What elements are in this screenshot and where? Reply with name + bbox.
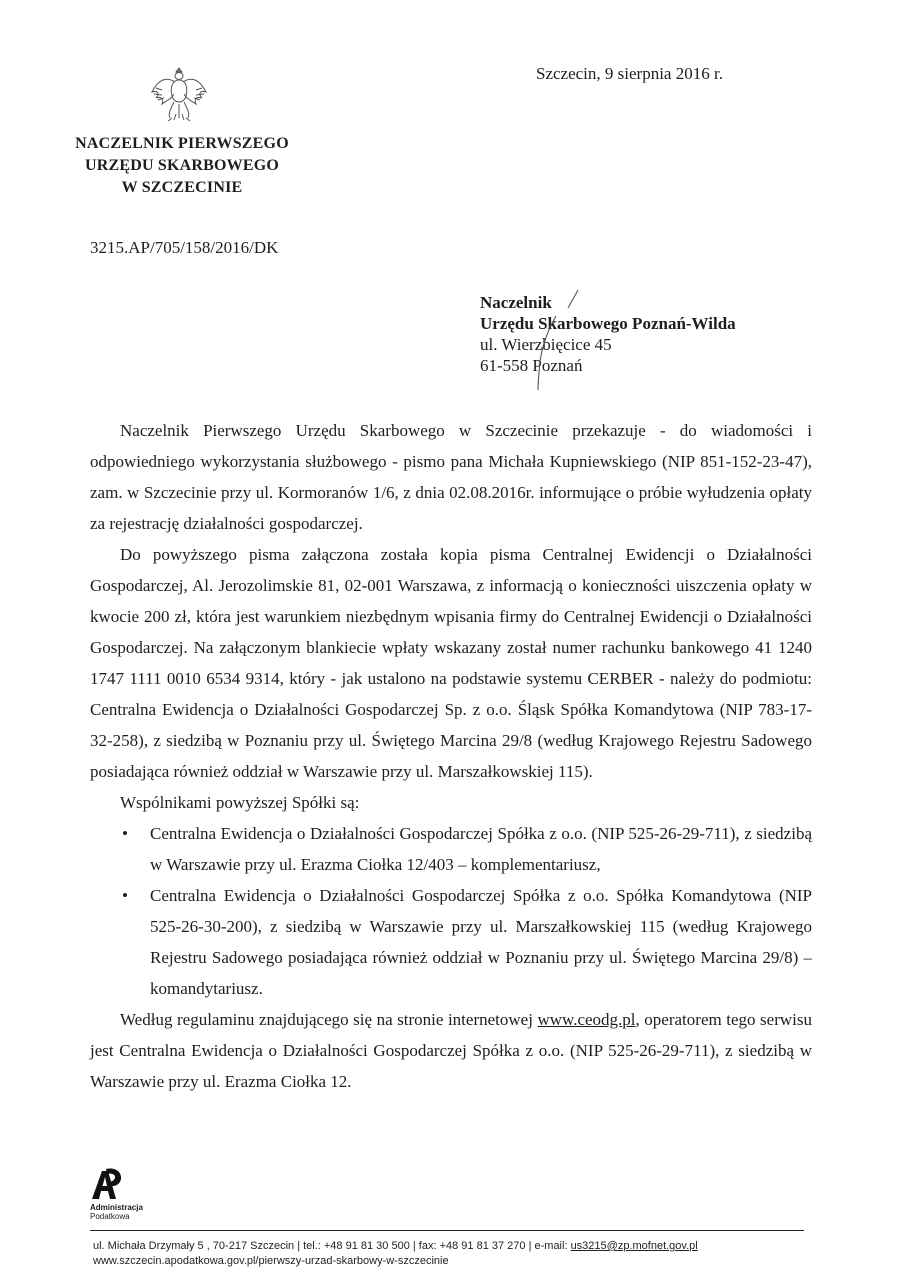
bullet: • [122,824,128,843]
footer-contact [93,1239,698,1269]
reference-number: 3215.AP/705/158/2016/DK [90,238,279,257]
paragraph-4-start: Według regulaminu znajdującego się na stronie internetowej [120,1010,538,1029]
paragraph-4 [90,1004,812,1097]
addressee-street: ul. Wierzbięcice 45 [480,335,612,354]
website-link[interactable]: www.ceodg.pl [537,1010,636,1029]
letter-date: Szczecin, 9 sierpnia 2016 r. [536,64,723,83]
bullet: • [122,886,128,905]
letter-body [90,415,812,1097]
eagle-emblem-icon [148,62,210,124]
office-title-line-2: URZĘDU SKARBOWEGO [84,157,280,174]
footer-divider [90,1230,804,1231]
addressee-title: Naczelnik [480,293,552,312]
paragraph-1: Naczelnik Pierwszego Urzędu Skarbowego w Szczecinie przekazuje - do wiadomości i odpowiedniego wykorzystania służbowego - pismo pana Michała Kupniewskiego (NIP 851-152-23-47), zam. w Szczecinie przy ul. Kormoranów 1/6, z dnia 02.08.2016r. informujące o próbie wyłudzenia opłaty za rejestrację działalności gospodarczej. [90,421,812,533]
logo-line-1: Administracja [90,1203,143,1212]
list-item-text: Centralna Ewidencja o Działalności Gospodarczej Spółka z o.o. Spółka Komandytowa (NIP 525-26-30-200), z siedzibą w Warszawie przy ul. Marszałkowskiej 115 (według Krajowego Rejestru Sadowego posiadająca również oddział w Poznaniu przy ul. Świętego Marcina 29/8) – komandytariusz. [150,886,812,998]
paragraph-3: Wspólnikami powyższej Spółki są: [120,793,360,812]
administracja-podatkowa-label [90,1203,143,1221]
list-item [90,880,812,1004]
paragraph-4-end: , operatorem tego serwisu jest Centralna Ewidencja o Działalności Gospodarczej Spółka z o.o. (NIP 525-26-29-711), z siedzibą w Warszawie przy ul. Erazma Ciołka 12. [90,1010,812,1091]
list-item-text: Centralna Ewidencja o Działalności Gospodarczej Spółka z o.o. (NIP 525-26-29-711), z siedzibą w Warszawie przy ul. Erazma Ciołka 12/403 – komplementariusz, [150,824,812,874]
administracja-podatkowa-logo-icon [88,1165,124,1201]
paragraph-2: Do powyższego pisma załączona została kopia pisma Centralnej Ewidencji o Działalności Gospodarczej, Al. Jerozolimskie 81, 02-001 Warszawa, z informacją o konieczności uiszczenia opłaty w kwocie 200 zł, która jest warunkiem niezbędnym wpisania firmy do Centralnej Ewidencji o Działalności Gospodarczej. Na załączonym blankiecie wpłaty wskazany został numer rachunku bankowego 41 1240 1747 1111 0010 6534 9314, który - jak ustalono na podstawie systemu CERBER - należy do podmiotu: Centralna Ewidencja o Działalności Gospodarczej Sp. z o.o. Śląsk Spółka Komandytowa (NIP 783-17-32-258), z siedzibą w Poznaniu przy ul. Świętego Marcina 29/8 (według Krajowego Rejestru Sadowego posiadająca również oddział w Warszawie przy ul. Marszałkowskiej 115). [90,545,812,781]
addressee-block [480,292,736,376]
footer-website-link[interactable]: www.szczecin.apodatkowa.gov.pl/pierwszy-urzad-skarbowy-w-szczecinie [93,1255,449,1267]
office-title-line-3: W SZCZECINIE [121,179,243,196]
logo-line-2: Podatkowa [90,1212,130,1221]
list-item [90,818,812,880]
addressee-office: Urzędu Skarbowego Poznań-Wilda [480,314,736,333]
footer-address: ul. Michała Drzymały 5 , 70-217 Szczecin | tel.: +48 91 81 30 500 | fax: +48 91 81 37 270 | e-mail: [93,1240,571,1252]
footer-email-link[interactable]: us3215@zp.mofnet.gov.pl [570,1240,698,1252]
office-title-line-1: NACZELNIK PIERWSZEGO [75,135,289,152]
partners-list [90,818,812,1004]
addressee-city: 61-558 Poznań [480,356,583,375]
footer-address-line [93,1239,698,1254]
office-title [40,133,324,199]
